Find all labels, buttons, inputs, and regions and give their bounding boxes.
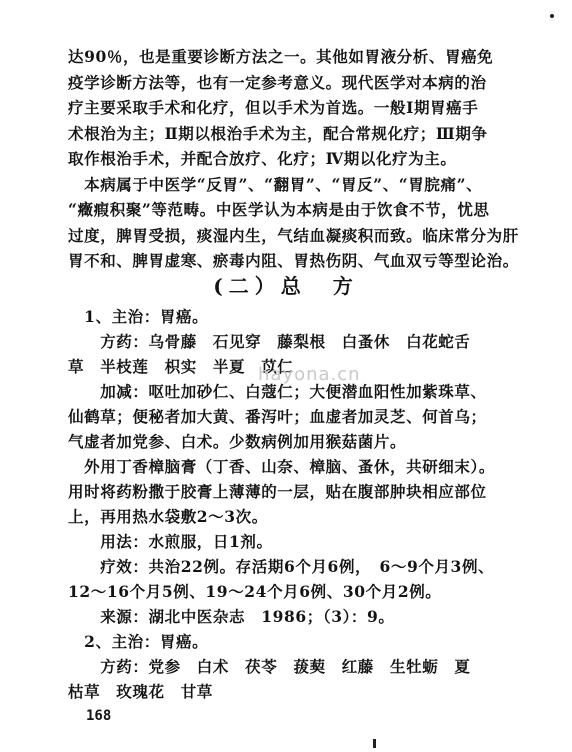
scan-dot — [550, 14, 554, 18]
item-line: 方药：乌骨藤 石见穿 藤梨根 白蚤休 白花蛇舌 — [68, 332, 471, 351]
text-line: 过度，脾胃受损，痰湿内生，气结血凝痰积而致。临床常分为肝 — [68, 226, 519, 245]
watermark: hayona.cn — [258, 364, 361, 385]
item-line: 方药：党参 白术 茯苓 菝葜 红藤 生牡蛎 夏 — [68, 657, 471, 676]
item-line: 用法：水煎服，日1剂。 — [68, 532, 273, 551]
text-line: 胃不和、脾胃虚寒、瘀毒内阻、胃热伤阴、气血双亏等型论治。 — [68, 251, 519, 270]
item-line: 2、主治：胃癌。 — [68, 632, 209, 651]
item-line: 上，再用热水袋敷2～3次。 — [68, 507, 268, 526]
item-line: 气虚者加党参、白术。少数病例加用猴菇菌片。 — [68, 432, 407, 451]
item-line: 加减：呕吐加砂仁、白蔻仁；大便潜血阳性加紫珠草、 — [68, 382, 487, 401]
item-line: 1、主治：胃癌。 — [68, 307, 209, 326]
text-line: 取作根治手术，并配合放疗、化疗；Ⅳ期以化疗为主。 — [68, 149, 457, 168]
page-number: 168 — [86, 708, 112, 724]
item-line: 外用丁香樟脑膏（丁香、山奈、樟脑、蚤休，共研细末）。 — [68, 457, 495, 476]
text-line: 术根治为主；Ⅱ期以根治手术为主，配合常规化疗；Ⅲ期争 — [68, 124, 488, 143]
item-line: 用时将药粉撒于胶膏上薄薄的一层，贴在腹部肿块相应部位 — [68, 482, 487, 501]
text-line: 疫学诊断方法等，也有一定参考意义。现代医学对本病的治 — [68, 73, 487, 92]
text-line: 达90％，也是重要诊断方法之一。其他如胃液分析、胃癌免 — [68, 47, 494, 66]
item-line: 仙鹤草；便秘者加大黄、番泻叶；血虚者加灵芝、何首乌； — [68, 407, 487, 426]
item-line: 来源：湖北中医杂志 1986；（3）：9。 — [68, 607, 395, 626]
item-line: 12～16个月5例、19～24个月6例、30个月2例。 — [68, 582, 442, 601]
item-line: 疗效：共治22例。存活期6个月6例， 6～9个月3例、 — [68, 557, 495, 576]
item-line: 枯草 玫瑰花 甘草 — [68, 682, 213, 701]
scan-mark — [373, 739, 376, 748]
item-line: 草 半枝莲 枳实 半夏 苡仁 — [68, 357, 294, 376]
text-line: 本病属于中医学“反胃”、“翻胃”、“胃反”、“胃脘痛”、 — [68, 175, 483, 194]
text-line: “癥瘕积聚”等范畴。中医学认为本病是由于饮食不节，忧思 — [68, 200, 490, 219]
section-title: (二）总 方 — [213, 274, 359, 298]
text-line: 疗主要采取手术和化疗，但以手术为首选。一般Ⅰ期胃癌手 — [68, 98, 479, 117]
